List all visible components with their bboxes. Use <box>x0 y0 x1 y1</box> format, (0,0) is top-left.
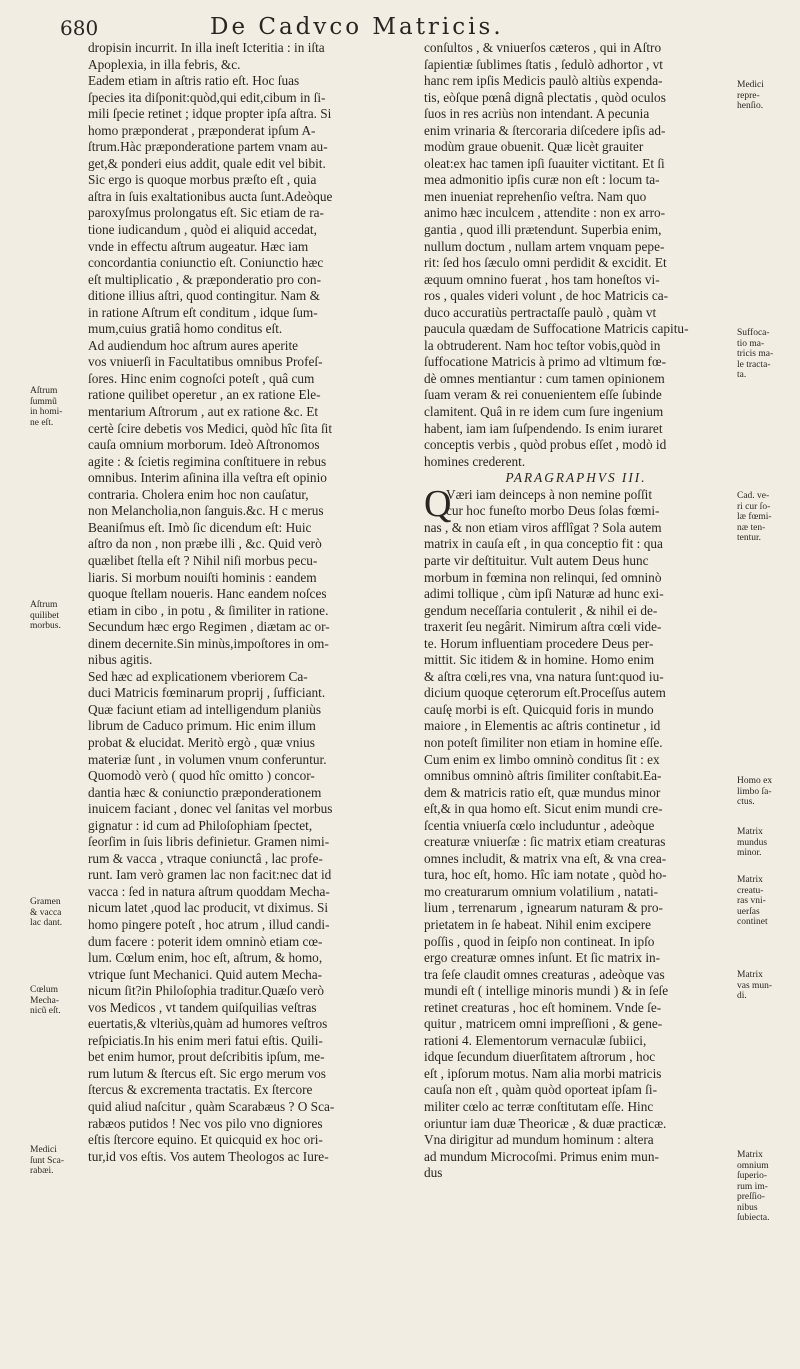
margin-note-line: ſummũ <box>30 396 57 407</box>
text-line-content: non poteſt ſimiliter non etiam in homine eſſe. <box>424 734 663 750</box>
text-line <box>424 570 728 587</box>
text-line <box>424 735 728 752</box>
text-line: nibus agitis. <box>88 652 153 668</box>
page-number: 680 <box>60 16 99 40</box>
text-line-content: ergo creaturæ omnes inſunt. Et ſic matrix in- <box>424 950 661 966</box>
margin-note-line: ſuperio- <box>737 1171 768 1181</box>
margin-note-line: repre- <box>737 90 760 101</box>
text-line-content: mundi eſt ( intellige minoris mundi ) & in ſeſe <box>424 983 669 999</box>
margin-note-line: Medici <box>737 80 764 90</box>
margin-note-line: mundus <box>737 837 768 848</box>
text-line <box>424 603 728 620</box>
text-line: eſt multiplicatio , & præponderatio pro con- <box>88 271 322 287</box>
text-line: gignatur : id cum ad Philoſophiam ſpectet, <box>88 817 313 833</box>
text-line: aſtra in ſuis exaltationibus aucta ſunt.Adeòque <box>88 188 333 204</box>
right-column-top-text <box>424 40 728 470</box>
margin-note-line: lac dant. <box>30 918 63 928</box>
margin-note-line: tentur. <box>737 533 762 543</box>
text-line: etiam in cibo , in potu , & ſimiliter in ratione. <box>88 602 329 618</box>
text-line: dantia hæc & coniunctio præponderationem <box>88 784 322 800</box>
text-line <box>424 1132 728 1149</box>
text-line: tur,id vos eſtis. Vos autem Theologos ac Iure- <box>88 1148 329 1164</box>
margin-note-line: creatu- <box>737 885 764 896</box>
text-line-content: ſcentia vniuerſa cœlo includuntur , adeòque <box>424 817 655 833</box>
text-line: Eadem etiam in aſtris ratio eſt. Hoc ſuas <box>88 73 300 89</box>
text-line <box>424 669 728 686</box>
text-line <box>424 785 728 802</box>
margin-note-line: vas mun- <box>737 980 773 991</box>
margin-note-line: in homi- <box>30 407 63 417</box>
text-line-content: & aſtra cœli,res vna, vna natura ſunt:quod iu- <box>424 668 664 684</box>
margin-note-line: ras vni- <box>737 896 766 906</box>
margin-note-line: ſubiecta. <box>737 1213 770 1223</box>
margin-note-line: ta. <box>737 370 747 380</box>
text-line: agite : & ſcietis regimina conſtituere in rebus <box>88 453 327 469</box>
text-line <box>424 718 728 735</box>
text-line: vos Medicos , vt tandem quiſquilias veſtras <box>88 999 317 1015</box>
text-line-content: adimi tollique , cùm ipſi Naturæ ad hunc exi- <box>424 586 664 602</box>
margin-note-line: minor. <box>737 848 762 858</box>
text-line: paucula quædam de Suffocatione Matricis capitu- <box>424 321 689 337</box>
margin-note-line: ctus. <box>737 797 755 807</box>
text-line <box>424 818 728 835</box>
text-line-content: oriuntur iam duæ Theoricæ , & duæ practicæ. <box>424 1115 667 1131</box>
margin-note-line: læ fœmi- <box>737 512 772 522</box>
text-line: ditione illius aſtri, quod contingitur. Nam & <box>88 288 320 304</box>
text-line: nullum doctum , nullam artem vnquam pepe- <box>424 238 665 254</box>
text-line: dropisin incurrit. In illa ineſt Icteritia : in iſta <box>88 40 325 55</box>
text-line: ratione quilibet operetur , an ex ratione Ele- <box>88 387 321 403</box>
text-line-content: retinet creaturas , hoc eſt hominem. Vnde ſe- <box>424 999 662 1015</box>
text-line-content: eſt , ipſorum motus. Nam alia morbi matricis <box>424 1065 662 1081</box>
margin-note-line: & vacca <box>30 907 62 918</box>
text-line: enim vrinaria & ſtercoraria diſcedere ipſis ad- <box>424 122 666 138</box>
text-line: clamitent. Quâ in re idem cum ſure ingenium <box>424 404 664 420</box>
text-line-content: matrix in cauſa eſt , in qua conceptio fit : qua <box>424 536 663 552</box>
text-line: rit: ſed hos ſæculo omni perdidit & excidit. Et <box>424 255 667 271</box>
text-line <box>424 1000 728 1017</box>
text-line: vnde in effectu aſtrum augeatur. Hæc iam <box>88 238 309 254</box>
text-line: runt. Iam verò gramen lac non facit:nec dat id <box>88 867 332 883</box>
text-line: aſtro da non , non præbe illi , &c. Quid verò <box>88 536 322 552</box>
right-text-column <box>424 40 728 1182</box>
text-line <box>424 1016 728 1033</box>
text-line-content: lium , terrenarum , ignearum naturam & pro- <box>424 900 663 916</box>
text-line: omnibus. Interim aſinina illa veſtra eſt opinio <box>88 470 327 486</box>
text-line-content: nas , & non etiam viros afflîgat ? Sola autem <box>424 519 662 535</box>
text-line: ſuffocatione Matricis à primo ad vltimum fœ- <box>424 354 666 370</box>
margin-note <box>737 1150 769 1224</box>
margin-note-line: morbus. <box>30 621 61 631</box>
text-line <box>424 586 728 603</box>
text-line <box>424 934 728 951</box>
text-line: Sed hæc ad explicationem vberiorem Ca- <box>88 668 308 684</box>
text-line <box>424 900 728 917</box>
text-line: modùm graue obuenit. Quæ licèt grauiter <box>424 139 644 155</box>
text-line: certè ſcire debetis vos Medici, quòd hîc ſita ſit <box>88 420 333 436</box>
text-line: mea admonitio ipſis curæ non eſt : locum ta- <box>424 172 660 188</box>
text-line <box>424 685 728 702</box>
margin-note-line: Cœlum <box>30 985 58 995</box>
margin-note-line: quilibet <box>30 610 60 621</box>
margin-note-line: ne eſt. <box>30 417 54 428</box>
text-line: ſtrum.Hàc præponderatione partem vnam au- <box>88 139 328 155</box>
margin-note <box>737 875 768 928</box>
margin-note-line: nibus <box>737 1202 758 1213</box>
text-line: rabæos putidos ! Nec vos pilo vno digniores <box>88 1115 323 1131</box>
margin-note-line: nicũ eſt. <box>30 1006 61 1016</box>
text-line: concordantia coniunctio eſt. Coniunctio hæc <box>88 255 324 271</box>
text-line: homines crederent. <box>424 453 526 469</box>
text-line: paroxyſmus prolongatus eſt. Sic etiam de ra- <box>88 205 324 221</box>
text-line-content: maiore , in Elementis ac aſtris continetur , id <box>424 718 661 734</box>
margin-note-line: rabæi. <box>30 1166 54 1176</box>
text-line-content: traxerit ſeu negârit. Nimirum aſtra cœli vide- <box>424 619 662 635</box>
text-line: ſores. Hinc enim cognoſci poteſt , quâ cum <box>88 370 315 386</box>
text-line: probat & elucidat. Meritò ergò , quæ vnius <box>88 734 315 750</box>
text-line: mentarium Aſtrorum , aut ex ratione &c. Et <box>88 404 319 420</box>
text-line: la obtruderent. Nam hoc teſtor vobis,quòd in <box>424 337 661 353</box>
margin-note-line: Matrix <box>737 1150 763 1160</box>
margin-note-line: rum im- <box>737 1181 768 1192</box>
text-line-content: rationi 4. Elementorum vernaculæ ſubiici, <box>424 1032 647 1048</box>
text-line <box>424 1165 728 1182</box>
text-line <box>424 1149 728 1166</box>
text-line-content: dem & matricis ratio eſt, quæ mundus minor <box>424 784 661 800</box>
margin-note-line: næ ten- <box>737 522 766 533</box>
text-line <box>424 834 728 851</box>
margin-note-line: le tracta- <box>737 359 771 370</box>
margin-note-line: ſunt Sca- <box>30 1155 65 1166</box>
margin-note-line: Mecha- <box>30 995 60 1006</box>
margin-note <box>737 970 772 1002</box>
text-line-content: te. Horum influentiam procedere Deus per- <box>424 635 654 651</box>
text-line: vacca : ſed in natura aſtrum quoddam Mecha- <box>88 883 330 899</box>
text-line: ſapientiæ ſublimes ſtatis , ſedulò adhortor , vt <box>424 56 663 72</box>
text-line: lum. Cœlum enim, hoc eſt, aſtrum, & homo, <box>88 950 323 966</box>
text-line: homo pingere poteſt , hoc atrum , illud candi- <box>88 916 330 932</box>
text-line-content: Vna dirigitur ad mundum hominum : altera <box>424 1132 654 1148</box>
running-title: De Cadvco Matricis. <box>210 14 504 40</box>
text-line-content: cur hoc funeſto morbo Deus ſolas fœmi- <box>446 503 660 519</box>
text-line: dinem decernite.Sin minùs,impoſtores in om- <box>88 635 329 651</box>
text-line-content: idque ſecundum diuerſitatem aſtrorum , hoc <box>424 1049 656 1065</box>
text-line-content: tra ſeſe claudit omnes creaturas , adeòque vas <box>424 966 665 982</box>
text-line: vos vniuerſi in Facultatibus omnibus Profeſ- <box>88 354 323 370</box>
margin-note-line: ri cur ſo- <box>737 501 771 512</box>
text-line: mum,cuius gratiâ homo conditus eſt. <box>88 321 283 337</box>
text-line: ſpecies ita diſponit:quòd,qui edit,cibum in ſi- <box>88 89 326 105</box>
margin-note-line: tricis ma- <box>737 349 774 359</box>
margin-note-line: Cad. ve- <box>737 491 770 501</box>
text-line: eſtis ſtercore equino. Et quicquid ex hoc ori- <box>88 1132 323 1148</box>
margin-note-line: henſio. <box>737 101 764 111</box>
text-line: liaris. Si morbum nouiſti hominis : eandem <box>88 569 317 585</box>
text-line: ſuos in res acriùs non intendant. A pecunia <box>424 106 650 122</box>
text-line-content: parte vir deſtituitur. Vult autem Deus hunc <box>424 552 649 568</box>
text-line: ros , quales videri volunt , de hoc Matricis ca- <box>424 288 669 304</box>
text-line: gantia , quod illi prætendunt. Superbia enim, <box>424 222 662 238</box>
text-line-content: dicium quoque cęterorum eſt.Proceſſus autem <box>424 685 666 701</box>
text-line: animo hæc inculcem , attendite : non ex arro- <box>424 205 666 221</box>
paragraph-heading: PARAGRAPHVS III. <box>505 470 647 486</box>
text-line: in ratione Aſtrum eſt conditum , idque ſum- <box>88 304 318 320</box>
text-line: librum de Caduco primum. Hic enim illum <box>88 718 316 734</box>
margin-note-line: Medici <box>30 1145 57 1155</box>
margin-note-line: Matrix <box>737 875 763 885</box>
text-line: dè omnes mentiantur : cum tamen opinionem <box>424 370 665 386</box>
page-header <box>60 10 780 40</box>
text-line: duci Matricis fœminarum proprij , ſufficiant. <box>88 685 326 701</box>
text-line <box>424 536 728 553</box>
text-line: tione iudicandum , quòd ei aliquid accedat, <box>88 222 317 238</box>
text-line: contraria. Cholera enim hoc non cauſatur, <box>88 486 309 502</box>
text-line <box>424 1033 728 1050</box>
text-line-content: militer cœlo ac terræ conſtitutam eſſe. Hinc <box>424 1099 654 1114</box>
text-line: rum lutum & ſtercus eſt. Sic ergo merum vos <box>88 1065 326 1081</box>
text-line: conſultos , & vniuerſos cæteros , qui in Aſtro <box>424 40 662 55</box>
margin-note-line: di. <box>737 991 747 1001</box>
text-line: get,& ponderi eius addit, quale edit vel bibit. <box>88 155 326 171</box>
text-line: non Melancholia,non ſanguis.&c. H c merus <box>88 503 324 519</box>
text-line: reſpiciatis.In his enim meri fatui eſtis. Quili- <box>88 1032 323 1048</box>
text-line: cauſa omnium morborum. Ideò Aſtronomos <box>88 437 320 453</box>
text-line <box>424 619 728 636</box>
text-line-content: creaturæ vniuerſæ : ſic matrix etiam creaturas <box>424 834 666 850</box>
text-line: euertatis,& vlteriùs,quàm ad humores veſtros <box>88 1016 328 1032</box>
text-line-content: Cum enim ex limbo omninò conditus ſit : ex <box>424 751 660 767</box>
text-line: habent, iam iam ſuſpendendo. Is enim iuraret <box>424 420 663 436</box>
margin-note <box>737 491 772 544</box>
margin-note-line: preſſio- <box>737 1192 765 1202</box>
margin-note <box>737 776 772 808</box>
text-line <box>424 917 728 934</box>
text-line: hanc rem ipſis Medicis paulò altiùs expenda- <box>424 73 663 89</box>
text-line-content: mo creaturarum omnium volatilium , natati- <box>424 883 659 899</box>
text-line-content: ad mundum Microcoſmi. Primus enim mun- <box>424 1148 659 1164</box>
text-line: quoque ſtellam noueris. Hanc eandem noſces <box>88 586 327 602</box>
margin-note <box>30 386 62 428</box>
text-line <box>424 1049 728 1066</box>
margin-note <box>737 827 767 859</box>
text-line: tis, eòſque pœnâ dignâ plectatis , quòd oculos <box>424 89 666 105</box>
margin-note-line: Aſtrum <box>30 600 58 610</box>
text-line-content: dus <box>424 1165 443 1181</box>
text-line: ſtercus & excrementa tractatis. Ex ſtercore <box>88 1082 313 1098</box>
margin-note <box>30 897 62 929</box>
text-line: men inueniat reprehenſio veſtra. Nam quo <box>424 188 647 204</box>
margin-note-line: Gramen <box>30 897 61 907</box>
margin-note <box>737 80 764 112</box>
text-line <box>424 752 728 769</box>
text-line <box>424 801 728 818</box>
text-line: Quomodò verò ( quod hîc omitto ) concor- <box>88 768 315 784</box>
text-line: nicum latet ,quod lac producit, vt diximus. Si <box>88 900 329 916</box>
text-line: Secundum hæc ergo Regimen , diætam ac or- <box>88 619 330 635</box>
text-line-content: gendum neceſſaria contulerit , & nihil ei de- <box>424 602 658 618</box>
text-line <box>424 520 728 537</box>
text-line-content: eſt,& in qua homo eſt. Sicut enim mundi cre- <box>424 801 663 817</box>
text-line: dum facere : poterit idem omninò etiam cœ- <box>88 933 323 949</box>
text-line <box>424 636 728 653</box>
text-line: ſuam veram & rei conuenientem eſſe ſubinde <box>424 387 662 403</box>
text-line: duco accuratiùs pertractaſſe paulò , quàm vt <box>424 304 657 320</box>
margin-note-line: Matrix <box>737 827 763 837</box>
drop-cap: Q <box>424 482 452 525</box>
text-line: homo præponderat , præponderat ipſum A- <box>88 122 316 138</box>
text-line <box>424 652 728 669</box>
text-line: mili ſpecie retinet ; idque propter ipſa aſtra. Si <box>88 106 332 122</box>
text-line <box>424 1082 728 1099</box>
text-line-content: cauſę morbi is eſt. Quicquid foris in mundo <box>424 701 654 717</box>
text-line <box>424 1066 728 1083</box>
text-line: vtrique ſunt Mechanici. Quid autem Mecha- <box>88 966 323 982</box>
text-line: bet enim humor, prout deſcribitis ipſum, me- <box>88 1049 325 1065</box>
text-line <box>424 503 728 520</box>
text-line-content: quitur , matricem omni impreſſioni , & gene- <box>424 1016 663 1032</box>
text-line <box>424 487 728 504</box>
text-line-content: omnibus omninò aſtris ſimiliter conſtabit.Ea- <box>424 768 662 784</box>
margin-note <box>30 985 61 1017</box>
margin-note-line: continet <box>737 917 768 927</box>
text-line-content: poſſis , quod in ſeipſo non contineat. In ipſo <box>424 933 655 949</box>
text-line: conceptis verbis , quòd probus eſſet , modò id <box>424 437 667 453</box>
text-line: quælibet ſtella eſt ? Nihil niſi morbus pecu- <box>88 552 318 568</box>
margin-note-line: uerſas <box>737 906 760 917</box>
margin-note <box>30 600 61 632</box>
margin-note-line: tio ma- <box>737 338 765 349</box>
text-line <box>424 553 728 570</box>
text-line <box>424 983 728 1000</box>
text-line: materiæ ſunt , in volumen vnum conferuntur. <box>88 751 327 767</box>
left-text-column <box>88 40 422 1165</box>
text-line: quid aliud naſcitur , quàm Scarabæus ? O Sca- <box>88 1099 335 1114</box>
margin-note-line: Suffoca- <box>737 328 770 338</box>
text-line: Ad audiendum hoc aſtrum aures aperite <box>88 337 299 353</box>
text-line <box>424 1099 728 1116</box>
margin-note-line: omnium <box>737 1160 769 1171</box>
text-line: Sic ergo is quoque morbus præſto eſt , quia <box>88 172 317 188</box>
text-line <box>424 768 728 785</box>
text-line-content: morbum in fœmina non relinqui, ſed omninò <box>424 569 662 585</box>
margin-note-line: Matrix <box>737 970 763 980</box>
text-line: nicum ſit?in Philoſophia traditur.Quæſo verò <box>88 983 324 999</box>
text-line <box>424 950 728 967</box>
text-line: Beaniſmus eſt. Imò ſic dicendum eſt: Huic <box>88 519 312 535</box>
margin-note <box>30 1145 64 1177</box>
text-line-content: prietatem in ſe habeat. Nihil enim excipere <box>424 916 652 932</box>
text-line-content: cauſa non eſt , quàm quòd oporteat ipſam ſi- <box>424 1082 658 1098</box>
text-line <box>424 884 728 901</box>
text-line: Apoplexia, in illa febris, &c. <box>88 56 241 72</box>
text-line <box>424 702 728 719</box>
right-column-bottom-text <box>424 482 728 1182</box>
margin-note-line: Homo ex <box>737 776 773 786</box>
text-line-content: mittit. Sic itidem & in homine. Homo enim <box>424 652 655 668</box>
text-line <box>424 967 728 984</box>
text-line <box>424 1116 728 1133</box>
text-line: rum & vacca , vtraque coniunctâ , lac profe- <box>88 850 323 866</box>
margin-note-line: limbo ſa- <box>737 786 772 797</box>
text-line-content: Væri iam deinceps à non nemine poſſit <box>446 486 653 502</box>
margin-note-line: Aſtrum <box>30 386 58 396</box>
text-line: Quæ faciunt etiam ad intelligendum planiùs <box>88 701 322 717</box>
text-line <box>424 867 728 884</box>
text-line-content: omnes includit, & matrix vna eſt, & vna crea- <box>424 850 667 866</box>
text-line <box>424 851 728 868</box>
text-line: oleat:ex hac tamen ipſi ſuauiter victitant. Et ſi <box>424 155 665 171</box>
text-line-content: tura, hoc eſt, homo. Hîc iam notate , quòd ho- <box>424 867 667 883</box>
text-line: ſeorſim in ſuis libris definietur. Gramen nimi- <box>88 834 330 850</box>
margin-note <box>737 328 773 381</box>
text-line: inuicem faciant , donec vel ſanitas vel morbus <box>88 801 333 817</box>
text-line: æquum omnino fuerat , hos tam honeſtos vi- <box>424 271 660 287</box>
